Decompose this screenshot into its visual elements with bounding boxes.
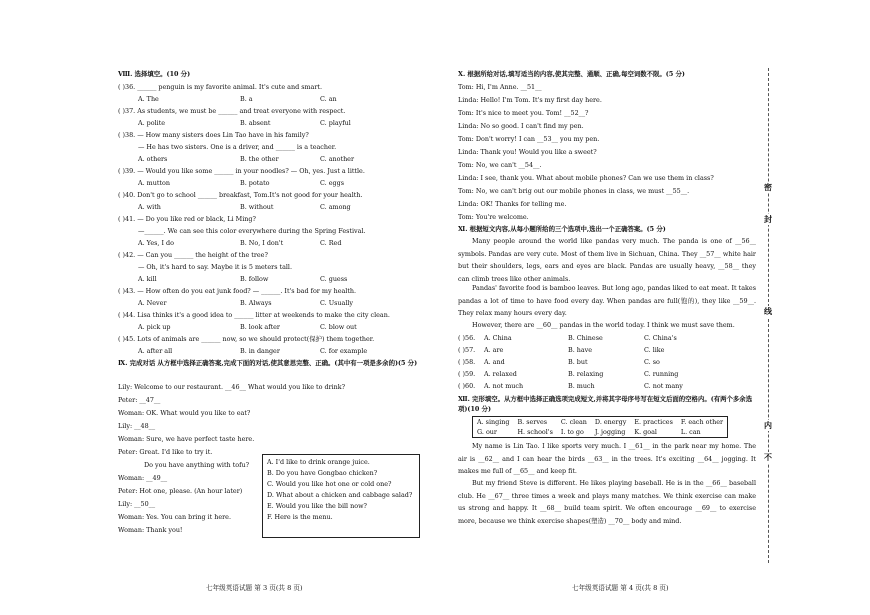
- s10-line-3: Tom: It's nice to meet you. Tom! __52__?: [458, 109, 589, 117]
- s10-line-9: Tom: No, we can't brig out our mobile phones in class, we must __55__.: [458, 187, 690, 195]
- exam-page: Ⅷ. 选择填空。(10 分) ( )36. ______ penguin is my favorite animal. It's cute and smart. A. The B. a C. an ( )37. As students, we must be ______ and treat everyone with respect. A. polite B. absent C. playful ( )38. — How many sisters does Lin Tao have in his family? — He has two sisters. One is a driver, and ______ is a teacher. A. others B. the other C. another ( )39. — Would you like some ______ in your noodles? — Oh, yes. Just a little. A. mutton B. potato C. eggs ( )40. Don't go to school ______ breakfast, Tom.It's not good for your health. A. with B. without C. among ( )41. — Do you like red or black, Li Ming? —______. We can see this color everywhere during the Spring Festival. A. Yes, I do B. No, I don't C. Red ( )42. — Can you ______ the height of the tree? — Oh, it's hard to say. Maybe it is 5 meters tall. A. kill B. follow C. guess ( )43. — How often do you eat junk food? — ______. It's bad for my health. A. Never B. Always C. Usually ( )44. Lisa thinks it's a good idea to ______ litter at weekends to make the city clean. A. pick up B. look after C. blow out ( )45. Lots of animals are ______ now, so we should protect(保护) them together. A. after all B. in danger C. for example Ⅸ. 完成对话 从方框中选择正确答案,完成下面的对话,使其意思完整、正确。(其中有一项是多余的)(5 分) Lily: Welcome to our restaurant. __46__ What would you like to drink? Peter: __47__ Woman: OK. What would you like to eat? Lily: __48__ Woman: Sure, we have perfect taste here. Peter: Great. I'd like to try it. Do you have anything with tofu? Woman: __49__ Peter: Hot one, please. (An hour later) Lily: __50__ Woman: Yes. You can bring it here. Woman: Thank you! A. I'd like to drink orange juice. B. Do you have Gongbao chicken? C. Would you like hot one or cold one? D. What about a chicken and cabbage salad? E. Would you like the bill now? F. Here is the menu. 七年级英语试题 第 3 页(共 8 页) Ⅹ. 根据所给对话,填写适当的内容,使其完整、通顺、正确,每空词数不限。(5 分) Tom: Hi, I'm Anne. __51__ Linda: Hello! I'm Tom. It's my first day here. Tom: It's nice to meet you. Tom! __52__? Linda: No so good. I can't find my pen. Tom: Don't worry! I can __53__ you my pen. Linda: Thank you! Would you like a sweet? Tom: No, we can't __54__. Linda: I see, thank you. What about mobile phones? Can we use them in class? Tom: No, we can't brig out our mobile phones in class, we must __55__. Linda: OK! Thanks for telling me. Tom: You're welcome. Ⅺ. 根据短文内容,从每小题所给的三个选项中,选出一个正确答案。(5 分) Many people around the world like pandas very much. The panda is one of __56__ symbols. Pandas are very cute. Most of them live in Sichuan, China. They __57__ white hair but their shoulders, legs, ears and eyes are black. Pandas are usually heavy, __58__ they can climb trees like other animals. Pandas' favorite food is bamboo leaves. But long ago, pandas liked to eat meat. It takes pandas a lot of time to have food every day. When pandas are full(饱的), they like __59__. They relax many hours every day. However, there are __60__ pandas in the world today. I think we must save them. ( )56. A. China B. Chinese C. China's ( )57. A. are B. have C. like ( )58. A. and B. but C. so ( )59. A. relaxed B. relaxing C. running ( )60. A. not much B. much C. not many Ⅻ. 完形填空。从方框中选择正确选项完成短文,并将其字母序号写在短文后面的空格内。(有两个多余选项)(10 分) A. singing B. serves C. clean D. energy E. practices F. each other G. our H. school's I. to go J. jogging K. goal L. can My name is Lin Tao. I like sports very much. I __61__ in the park near my home. The air is __62__ and I can hear the birds __63__ in the trees. It's exciting __64__ jogging. It makes me full of __65__ and keep fit. But my friend Steve is different. He likes playing baseball. He is in the __66__ baseball club. He __67__ three times a week and plays many matches. We think exercise can make us strong and happy. It __68__ build team spirit. We often encourage __69__ to exercise more, because we think exercise shapes(塑造) __70__ body and mind. 七年级英语试题 第 4 页(共 8 页) 密 封 线 内 不: [118, 70, 772, 592]
- q37: ( )37. As students, we must be ______ and treat everyone with respect.: [118, 107, 346, 115]
- s10-line-10: Linda: OK! Thanks for telling me.: [458, 200, 567, 208]
- s10-line-2: Linda: Hello! I'm Tom. It's my first day here.: [458, 96, 602, 104]
- q38: ( )38. — How many sisters does Lin Tao have in his family?: [118, 131, 309, 139]
- q44: ( )44. Lisa thinks it's a good idea to ______ litter at weekends to make the city clean.: [118, 311, 390, 319]
- section-10-heading: Ⅹ. 根据所给对话,填写适当的内容,使其完整、通顺、正确,每空词数不限。(5 分): [458, 70, 685, 78]
- box-option-e: E. Would you like the bill now?: [267, 502, 367, 510]
- s12-paragraph-2: But my friend Steve is different. He likes playing baseball. He is in the __66__ baseball club. He __67__ three times a week and plays many matches. We think exercise can make us strong and happy. It __68__ build team spirit. We often encourage __69__ to exercise more, because we think exercise shapes(塑造) __70__ body and mind.: [458, 479, 756, 525]
- word-bank-i: I. to go: [560, 428, 584, 436]
- section-8-heading: Ⅷ. 选择填空。(10 分): [118, 70, 191, 78]
- q42-line2: — Oh, it's hard to say. Maybe it is 5 meters tall.: [138, 263, 293, 271]
- s11-paragraph-2: Pandas' favorite food is bamboo leaves. But long ago, pandas liked to eat meat. It takes pandas a lot of time to have food every day. When pandas are full(饱的), they like __59__. They relax many hours every day.: [458, 284, 756, 318]
- binding-char-5: 不: [764, 452, 772, 462]
- section-11-heading: Ⅺ. 根据短文内容,从每小题所给的三个选项中,选出一个正确答案。(5 分): [458, 225, 666, 233]
- word-bank-l: L. can: [680, 428, 701, 436]
- q43: ( )43. — How often do you eat junk food? — ______. It's bad for my health.: [118, 287, 357, 295]
- dialog-line-12: Woman: Thank you!: [118, 526, 183, 534]
- q41: ( )41. — Do you like red or black, Li Ming?: [118, 215, 256, 223]
- q41-line2: —______. We can see this color everywhere during the Spring Festival.: [138, 227, 366, 235]
- binding-char-4: 内: [764, 420, 772, 430]
- dialog-line-9: Peter: Hot one, please. (An hour later): [118, 487, 243, 495]
- binding-char-2: 封: [764, 214, 772, 224]
- q42: ( )42. — Can you ______ the height of the tree?: [118, 251, 268, 259]
- s10-line-11: Tom: You're welcome.: [458, 213, 529, 221]
- s10-line-5: Tom: Don't worry! I can __53__ you my pen.: [458, 135, 600, 143]
- box-option-a: A. I'd like to drink orange juice.: [267, 458, 370, 466]
- box-option-f: F. Here is the menu.: [267, 513, 333, 521]
- s11-paragraph-1: Many people around the world like pandas very much. The panda is one of __56__ symbols. Pandas are very cute. Most of them live in Sichuan, China. They __57__ white hair but their shoulders, legs, ears and eyes are black. Pandas are usually heavy, __58__ they can climb trees like other animals.: [458, 237, 756, 283]
- dialog-line-3: Woman: OK. What would you like to eat?: [118, 409, 251, 417]
- box-option-c: C. Would you like hot one or cold one?: [267, 480, 392, 488]
- dialog-line-4: Lily: __48__: [118, 422, 156, 430]
- word-bank-e: E. practices: [634, 418, 673, 426]
- s10-line-1: Tom: Hi, I'm Anne. __51__: [458, 83, 542, 91]
- word-bank-g: G. our: [477, 428, 497, 436]
- dialog-line-11: Woman: Yes. You can bring it here.: [118, 513, 231, 521]
- word-bank-a: A. singing: [477, 418, 510, 426]
- dialog-line-2: Peter: __47__: [118, 396, 161, 404]
- dialog-line-5: Woman: Sure, we have perfect taste here.: [118, 435, 255, 443]
- footer-right: 七年级英语试题 第 4 页(共 8 页): [572, 584, 669, 592]
- q40: ( )40. Don't go to school ______ breakfast, Tom.It's not good for your health.: [118, 191, 363, 199]
- section-9-heading: Ⅸ. 完成对话 从方框中选择正确答案,完成下面的对话,使其意思完整、正确。(其中有一项是多余的)(5 分): [118, 359, 418, 367]
- dialog-line-10: Lily: __50__: [118, 500, 156, 508]
- q39: ( )39. — Would you like some ______ in your noodles? — Oh, yes. Just a little.: [118, 167, 365, 175]
- dialog-line-7: Do you have anything with tofu?: [144, 461, 250, 469]
- section-12-heading: Ⅻ. 完形填空。从方框中选择正确选项完成短文,并将其字母序号写在短文后面的空格内。(有两个多余选项)(10 分): [458, 395, 753, 413]
- s10-line-7: Tom: No, we can't __54__.: [458, 161, 542, 169]
- q45: ( )45. Lots of animals are ______ now, so we should protect(保护) them together.: [118, 335, 375, 343]
- word-bank-f: F. each other: [680, 418, 724, 426]
- word-bank-j: J. jogging: [594, 428, 626, 436]
- box-option-b: B. Do you have Gongbao chicken?: [267, 469, 378, 477]
- s10-line-4: Linda: No so good. I can't find my pen.: [458, 122, 584, 130]
- s10-line-6: Linda: Thank you! Would you like a sweet?: [458, 148, 597, 156]
- word-bank-d: D. energy: [594, 418, 627, 426]
- dialog-options-box: [262, 454, 420, 538]
- word-bank-c: C. clean: [560, 418, 587, 426]
- binding-char-1: 密: [764, 182, 772, 192]
- word-bank-b: B. serves: [517, 418, 548, 426]
- word-bank-table: [472, 416, 728, 438]
- q38-line2: — He has two sisters. One is a driver, and ______ is a teacher.: [138, 143, 337, 151]
- binding-char-3: 线: [764, 306, 772, 316]
- s11-paragraph-3: However, there are __60__ pandas in the world today. I think we must save them.: [472, 321, 735, 329]
- footer-left: 七年级英语试题 第 3 页(共 8 页): [206, 584, 303, 592]
- word-bank-h: H. school's: [517, 428, 553, 436]
- s10-line-8: Linda: I see, thank you. What about mobile phones? Can we use them in class?: [458, 174, 714, 182]
- dialog-line-1: Lily: Welcome to our restaurant. __46__ What would you like to drink?: [118, 383, 346, 391]
- q36: ( )36. ______ penguin is my favorite animal. It's cute and smart.: [118, 83, 323, 91]
- dialog-line-6: Peter: Great. I'd like to try it.: [118, 448, 213, 456]
- box-option-d: D. What about a chicken and cabbage salad?: [267, 491, 413, 499]
- s12-paragraph-1: My name is Lin Tao. I like sports very much. I __61__ in the park near my home. The air is __62__ and I can hear the birds __63__ in the trees. It's exciting __64__ jogging. It makes me full of __65__ and keep fit.: [458, 442, 756, 476]
- word-bank-k: K. goal: [634, 428, 657, 436]
- dialog-line-8: Woman: __49__: [118, 474, 168, 482]
